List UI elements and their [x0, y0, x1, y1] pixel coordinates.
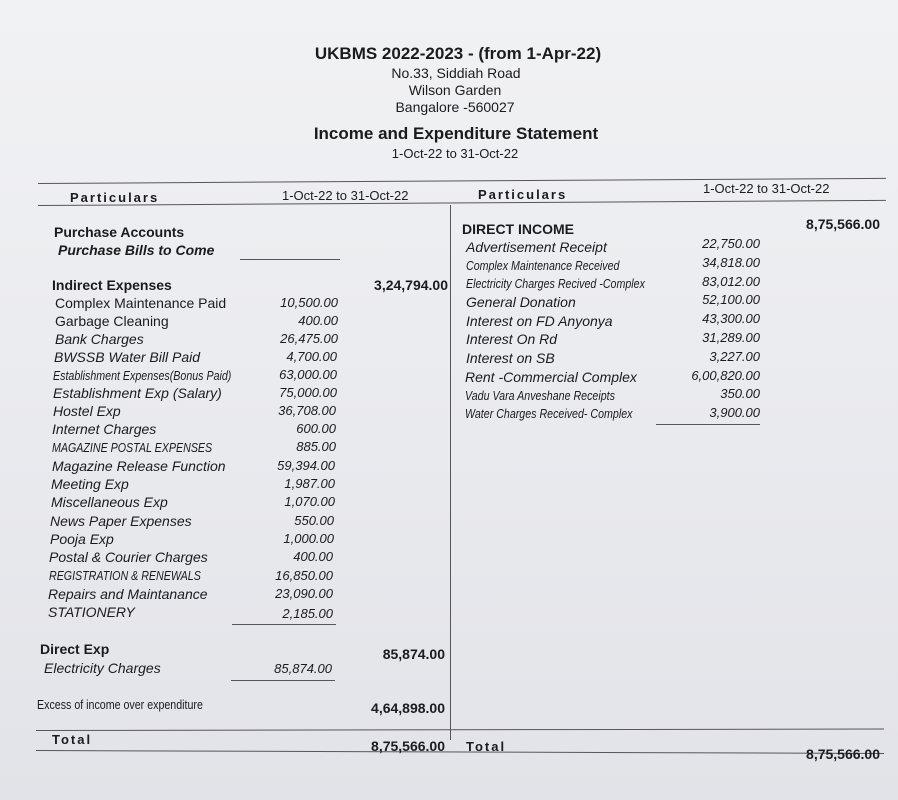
expense-amount: 1,987.00	[284, 476, 335, 491]
direct-income-rule	[656, 424, 760, 425]
indirect-expenses-total: 3,24,794.00	[374, 277, 448, 293]
right-particulars-header: Particulars	[478, 187, 568, 202]
income-name: Vadu Vara Anveshane Receipts	[465, 388, 615, 403]
direct-exp-label: Direct Exp	[40, 641, 110, 657]
right-period-header: 1-Oct-22 to 31-Oct-22	[703, 181, 830, 196]
expense-name: News Paper Expenses	[50, 513, 192, 529]
expense-name: Miscellaneous Exp	[51, 494, 168, 510]
income-amount: 34,818.00	[702, 255, 760, 270]
purchase-rule	[240, 259, 340, 260]
expense-name: Magazine Release Function	[52, 458, 226, 474]
income-amount: 31,289.00	[702, 330, 760, 345]
income-name: Electricity Charges Recived -Complex	[466, 276, 645, 291]
expense-amount: 550.00	[294, 513, 334, 528]
income-amount: 3,227.00	[709, 349, 760, 364]
address-line-2: Wilson Garden	[408, 82, 502, 98]
income-amount: 350.00	[720, 386, 760, 401]
expense-amount: 59,394.00	[277, 458, 335, 473]
income-amount: 3,900.00	[709, 405, 760, 420]
expense-name: STATIONERY	[48, 604, 135, 620]
excess-income-label: Excess of income over expenditure	[37, 697, 203, 712]
purchase-bills-label: Purchase Bills to Come	[58, 242, 215, 258]
income-name: Advertisement Receipt	[466, 239, 607, 255]
statement-period: 1-Oct-22 to 31-Oct-22	[391, 146, 519, 161]
expense-name: Repairs and Maintanance	[48, 586, 208, 602]
left-particulars-header: Particulars	[70, 190, 160, 205]
direct-exp-total: 85,874.00	[382, 646, 445, 662]
expense-name: Meeting Exp	[51, 476, 129, 492]
expense-amount: 36,708.00	[278, 403, 336, 418]
address-line-3: Bangalore -560027	[395, 99, 515, 115]
expense-amount: 23,090.00	[275, 586, 333, 601]
expense-name: Establishment Exp (Salary)	[53, 385, 222, 401]
income-name: General Donation	[466, 294, 576, 310]
right-total-amount: 8,75,566.00	[806, 746, 880, 762]
income-name: Complex Maintenance Received	[466, 258, 620, 273]
expense-amount: 600.00	[296, 421, 336, 436]
expense-amount: 63,000.00	[279, 367, 337, 382]
expense-amount: 75,000.00	[279, 385, 337, 400]
expense-name: Complex Maintenance Paid	[55, 295, 227, 311]
income-amount: 43,300.00	[702, 311, 760, 326]
direct-income-total: 8,75,566.00	[806, 216, 880, 232]
left-total-amount: 8,75,566.00	[371, 738, 445, 754]
left-total-label: Total	[52, 732, 93, 747]
expense-amount: 1,070.00	[284, 494, 335, 509]
right-total-label: Total	[466, 739, 507, 754]
expense-name: Internet Charges	[52, 421, 157, 437]
expense-name: MAGAZINE POSTAL EXPENSES	[52, 440, 213, 455]
column-header-bottom-rule	[38, 200, 886, 206]
expense-amount: 885.00	[296, 439, 336, 454]
direct-exp-rule	[231, 680, 335, 681]
expense-amount: 2,185.00	[282, 606, 333, 621]
company-title: UKBMS 2022-2023 - (from 1-Apr-22)	[314, 44, 602, 63]
expense-amount: 4,700.00	[286, 349, 337, 364]
expense-name: Postal & Courier Charges	[49, 549, 208, 565]
income-name: Rent -Commercial Complex	[465, 369, 637, 385]
indirect-expenses-label: Indirect Expenses	[52, 277, 172, 293]
income-name: Interest on SB	[466, 350, 555, 366]
expense-name: Hostel Exp	[53, 403, 121, 419]
electricity-charges-amount: 85,874.00	[274, 661, 332, 676]
expense-name: Garbage Cleaning	[55, 313, 169, 329]
expense-name: REGISTRATION & RENEWALS	[49, 568, 201, 583]
left-period-header: 1-Oct-22 to 31-Oct-22	[282, 188, 409, 203]
indirect-subtotal-rule	[232, 624, 336, 625]
expense-amount: 400.00	[298, 313, 338, 328]
electricity-charges-label: Electricity Charges	[44, 660, 161, 676]
income-name: Interest On Rd	[466, 331, 558, 347]
expense-amount: 10,500.00	[280, 295, 338, 310]
excess-income-amount: 4,64,898.00	[371, 700, 445, 716]
expense-amount: 26,475.00	[280, 331, 338, 346]
expense-amount: 16,850.00	[275, 568, 333, 583]
expense-name: Establishment Expenses(Bonus Paid)	[53, 368, 232, 383]
income-amount: 6,00,820.00	[691, 368, 760, 383]
expense-name: Bank Charges	[55, 331, 144, 347]
income-name: Water Charges Received- Complex	[465, 406, 633, 421]
expense-name: BWSSB Water Bill Paid	[54, 349, 201, 365]
column-divider	[450, 205, 451, 740]
income-amount: 22,750.00	[702, 236, 760, 251]
total-bottom-rule	[36, 750, 884, 754]
address-line-1: No.33, Siddiah Road	[391, 65, 521, 81]
income-amount: 52,100.00	[702, 292, 760, 307]
statement-title: Income and Expenditure Statement	[313, 124, 599, 143]
expense-name: Pooja Exp	[50, 531, 114, 547]
expense-amount: 400.00	[293, 549, 333, 564]
income-amount: 83,012.00	[702, 274, 760, 289]
expense-amount: 1,000.00	[283, 531, 334, 546]
total-top-rule	[36, 729, 884, 731]
direct-income-label: DIRECT INCOME	[462, 221, 574, 237]
income-name: Interest on FD Anyonya	[466, 313, 613, 329]
purchase-accounts-label: Purchase Accounts	[54, 224, 185, 240]
